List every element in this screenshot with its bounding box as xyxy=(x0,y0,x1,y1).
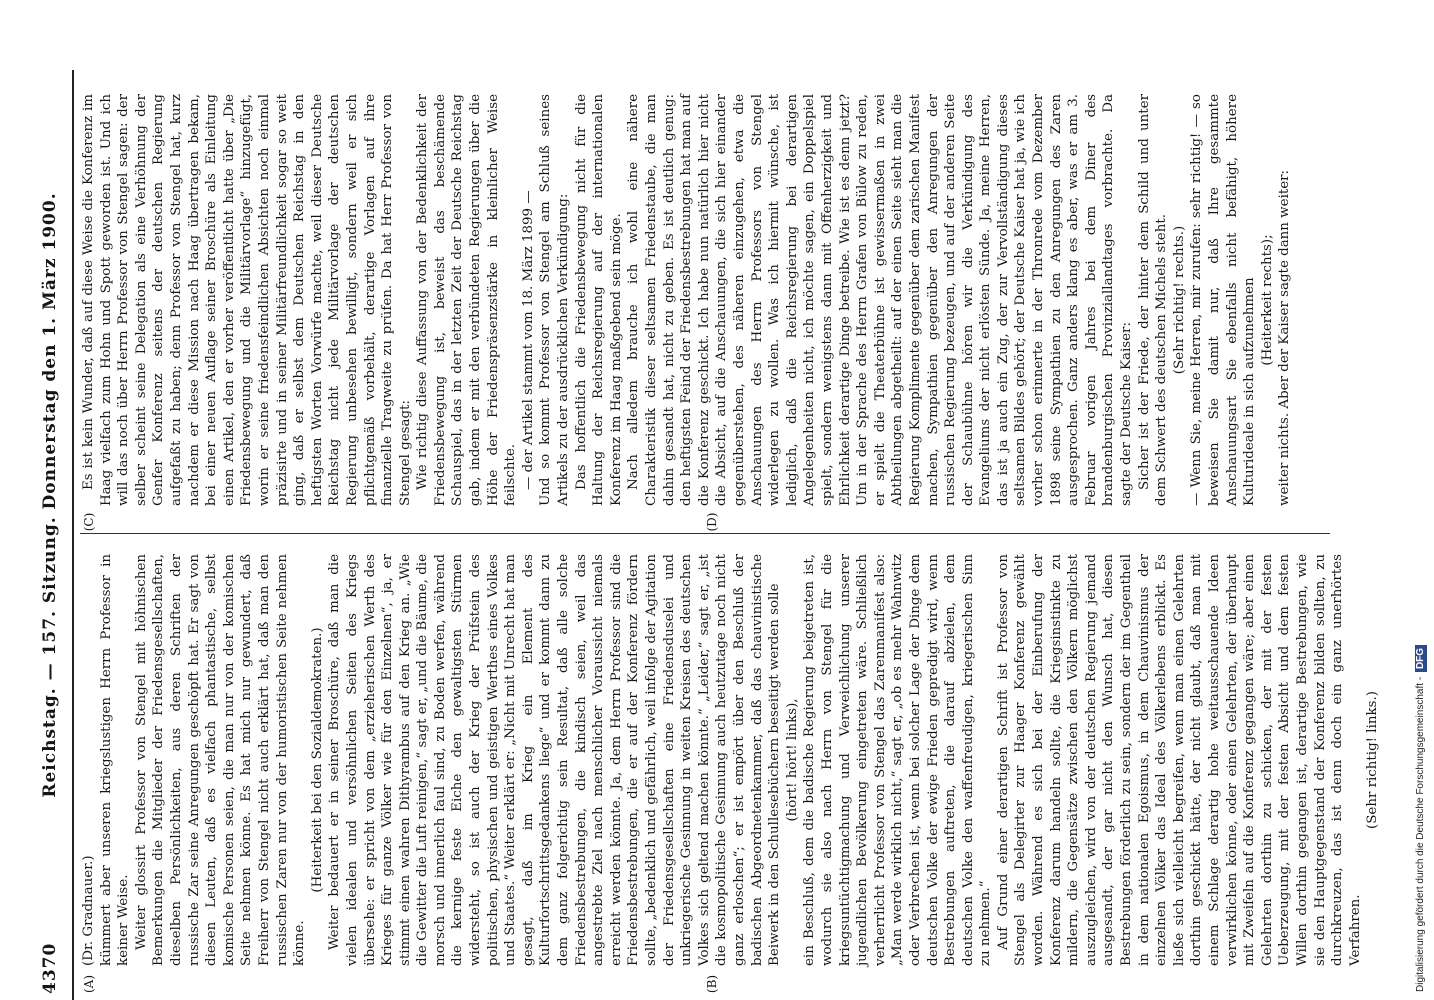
paragraph: Es ist kein Wunder, daß auf diese Weise die Konferenz im Haag vielfach zum Hohn und Spott geworden ist. Und ich will das noch über Herrn Professor von Stengel sagen: der selber scheint seine Delegation als eine Verhöhnung der Genfer Konferenz seitens der deutschen Regierung aufgefaßt zu haben; denn Professor von Stengel hat, kurz nachdem er diese Mission nach Haag übertragen bekam, bei einer neuen Auflage seiner Broschüre als Einleitung einen Artikel, den er vorher veröffentlicht hatte über „Die Friedensbewegung und die Militärvorlage“ hinzugefügt, worin er seine friedensfeindlichen Absichten noch einmal präzisirte und in seiner Militärfreundlichkeit sogar so weit ging, daß er selbst dem Deutschen Reichstag in den heftigsten Worten Vorwürfe machte, weil dieser Deutsche Reichstag nicht jede Militärvorlage der deutschen Regierung unbesehen bewilligt, sondern weil er sich pflichtgemäß vorbehält, derartige Vorlagen auf ihre finanzielle Tragweite zu prüfen. Da hat Herr Professor von Stengel gesagt: xyxy=(81,94,413,506)
quotation: Wie richtig diese Auffassung von der Bedenklichkeit der Friedensbewegung ist, beweist das beschämende Schauspiel, das in der letzten Zeit der Deutsche Reichstag gab, indem er mit den verbündeten Regierungen über die Höhe der Friedenspräsenzstärke in kleinlicher Weise feilschte. xyxy=(415,94,519,506)
page-number: 4370 xyxy=(40,942,60,994)
page-header xyxy=(0,70,74,1000)
paragraph: Und so kommt Professor von Stengel am Schluß seines Artikels zu der ausdrücklichen Verkündigung: xyxy=(538,94,572,506)
paragraph: kümmert aber unseren kriegslustigen Herrn Professor in keiner Weise. xyxy=(98,554,132,966)
page-title: Reichstag. — 157. Sitzung. Donnerstag den 1. März 1900. xyxy=(40,192,60,798)
quotation: Das hoffentlich die Friedensbewegung nicht für die Haltung der Reichsregierung auf der internationalen Konferenz im Haag maßgebend sein möge. xyxy=(573,94,624,506)
paragraph: Nach alledem brauche ich wohl eine nähere Charakteristik dieser seltsamen Friedenstaube, die man dahin gesandt hat, nicht zu geben. Es ist deutlich genug: den heftigsten Feind der Friedensbestrebungen hat man auf die Konferenz geschickt. Ich habe nun natürlich hier nicht die Absicht, auf die Anschauungen, die sich hier einander gegenüberstehen, des näheren einzugehen, etwa die Anschauungen des Herrn Professors von Stengel widerlegen zu wollen. Was ich hiermit wünsche, ist lediglich, daß die Reichsregierung bei derartigen Angelegenheiten nicht, ich möchte sagen, ein Doppelspiel spielt, sondern wenigstens dann mit Offenherzigkeit und Ehrlichkeit derartige Dinge betreibe. Wie ist es denn jetzt? Um in der Sprache des Herrn Grafen von Bülow zu reden, er spielt die Theaterbühne ist gewissermaßen in zwei Abtheilungen abgetheilt: auf der einen Seite sieht man die Regierung Komplimente gegenüber dem zarischen Manifest machen, Sympathien gegenüber den Anregungen der russischen Regierung bezeugen, und auf der anderen Seite der Schaubühne hören wir die Verkündigung des Evangeliums der nicht erlösten Sünde. Ja, meine Herren, das ist ja auch ein Zug, der zur Vervollständigung dieses seltsamen Bildes gehört; der Deutsche Kaiser hat ja, wie ich vorher schon erinnerte in der Thronrede vom Dezember 1898 seine Sympathien zu den Anregungen des Zaren ausgesprochen. Ganz anders klang es aber, was er am 3. Februar vorigen Jahres bei dem Diner des brandenburgischen Provinziallandtages vorbrachte. Da sagte der Deutsche Kaiser: xyxy=(626,94,1135,506)
text-column-right xyxy=(80,94,1330,506)
paragraph: — Wenn Sie, meine Herren, mir zurufen: sehr richtig! — so beweisen Sie damit nur, daß Ihre gesammte Anschauungsart Sie ebenfalls nicht befähigt, höhere Kulturideale in sich aufzunehmen xyxy=(1189,94,1258,506)
margin-mark-d: (D) xyxy=(705,512,719,532)
text-column-left xyxy=(80,554,1381,966)
speaker-name: (Dr. Gradnauer.) xyxy=(81,855,96,966)
column-divider xyxy=(80,533,1330,534)
rotated-page xyxy=(0,70,1434,1000)
paragraph: weiter nichts. Aber der Kaiser sagte dann weiter: xyxy=(1277,169,1293,506)
paragraph: Weiter bedauert er in seiner Broschüre, daß man die vielen idealen und versöhnlichen Seiten des Kriegs übersehe: er spricht von dem „erzieherischen Werth des Krieges für ganze Völker wie für den Einzelnen“, ja, er stimmt einen wahren Dithyrambus auf den Krieg an. „Wie die Gewitter die Luft reinigen,“ sagt er, „und die Bäume, die morsch und innerlich faul sind, zu Boden werfen, während die kernige feste Eiche den gewaltigsten Stürmen widersteht, so ist auch der Krieg der Prüfstein des politischen, physischen und geistigen Werthes eines Volkes und Staates.“ Weiter erklärt er: „Nicht mit Unrecht hat man gesagt, daß im Krieg ein Element des Kulturfortschrittsgedankens liege“ und er kommt dann zu dem ganz folgerichtig sein Resultat, daß alle solche Friedensbestrebungen, die kindisch seien, weil das angestrebte Ziel nach menschlicher Voraussicht niemals erreicht werden könnte. Ja, dem Herrn Professor sind die Friedensbestrebungen, die er auf der Konferenz fördern sollte, „bedenklich und gefährlich, weil infolge der Agitation der Friedensgesellschaften eine Friedensduselei und unkriegerische Gesinnung in weiten Kreisen des deutschen Volkes sich geltend machen könnte.“ „Leider,“ sagt er, „ist die kosmopolitische Gesinnung auch heutzutage noch nicht ganz erloschen“; er ist empört über den Beschluß der badischen Abgeordnetenkammer, daß das chauvinistische Beiwerk in den Schullesebüchern beseitigt werden solle xyxy=(327,554,783,966)
interjection: (Heiterkeit rechts); xyxy=(1259,234,1275,366)
margin-mark-a: (A) xyxy=(82,974,96,994)
paragraph: Weiter glossirt Professor von Stengel mit höhnischen Bemerkungen die Mitglieder der Friedensgesellschaften, dieselben Persönlichkeiten, aus deren Schriften der russische Zar seine Anregungen geschöpft hat. Er sagt von diesen Leuten, daß es vielfach phantastische, selbst komische Personen seien, die man nur von der komischen Seite nehmen könne. Es hat mich nur gewundert, daß Freiherr von Stengel nicht auch erklärt hat, daß man den russischen Zaren nur von der humoristischen Seite nehmen könne. xyxy=(133,554,308,966)
paragraph: ein Beschluß, dem die badische Regierung beigetreten ist, wodurch sie also nach Herrn von Stengel für die kriegsuntüchtigmachung und Verweichlichung unserer jugendlichen Bevölkerung eingetreten wäre. Schließlich verherrlicht Professor von Stengel das Zarenmanifest also: „Man werde wirklich nicht,“ sagt er, „ob es mehr Wahnwitz oder Verbrechen ist, wenn bei solcher Lage der Dinge dem deutschen Volke der ewige Frieden gepredigt wird, wenn Bestrebungen auftreten, die darauf abzielen, dem deutschen Volke den waffenfreudigen, kriegerischen Sinn zu nehmen.“ xyxy=(802,554,994,966)
quotation: Sicher ist der Friede, der hinter dem Schild und unter dem Schwert des deutschen Michels steht. xyxy=(1136,94,1170,506)
digitization-text: Digitalisierung gefördert durch die Deutsche Forschungsgemeinschaft - xyxy=(1415,676,1426,992)
margin-mark-c: (C) xyxy=(82,512,96,532)
dfg-logo: DFG xyxy=(1415,645,1427,672)
interjection: (hört! hört! links), xyxy=(784,698,800,822)
digitization-credit xyxy=(1412,8,1430,992)
margin-mark-b: (B) xyxy=(705,974,719,994)
interjection: (Sehr richtig! links.) xyxy=(1365,691,1381,829)
interjection: (Heiterkeit bei den Sozialdemokraten.) xyxy=(309,627,325,893)
paragraph: Auf Grund einer derartigen Schrift ist Professor von Stengel als Delegirter zur Haager Konferenz gewählt worden. Während es sich bei der Einberufung der Konferenz darum handeln sollte, die Kriegsinstinkte zu mildern, die Gegensätze zwischen den Völkern möglichst auszugleichen, wird von der deutschen Regierung jemand ausgesandt, der gar nicht den Wunsch hat, diesen Bestrebungen förderlich zu sein, sondern der im Gegentheil in dem nationalen Egoismus, in dem Chauvinismus der einzelnen Völker das Ideal des Völkerlebens erblickt. Es ließe sich vielleicht begreifen, wenn man einen Gelehrten dorthin geschickt hätte, der nicht glaubt, daß man mit einem Schlage derartig hohe weitausschauende Ideen verwirklichen könne, oder einen Gelehrten, der überhaupt mit Zweifeln auf die Konferenz gegangen wäre; aber einen Gelehrten dorthin zu schicken, der mit der festen Ueberzeugung, mit der festen Absicht und dem festen Willen dorthin gegangen ist, derartige Bestrebungen, wie sie den Hauptgegenstand der Konferenz bilden sollten, zu durchkreuzen, das ist denn doch ein ganz unerhörtes Verfahren. xyxy=(995,554,1363,966)
interjection: (Sehr richtig! rechts.) xyxy=(1171,225,1187,375)
paragraph: — der Artikel stammt vom 18. März 1899 — xyxy=(520,190,536,490)
